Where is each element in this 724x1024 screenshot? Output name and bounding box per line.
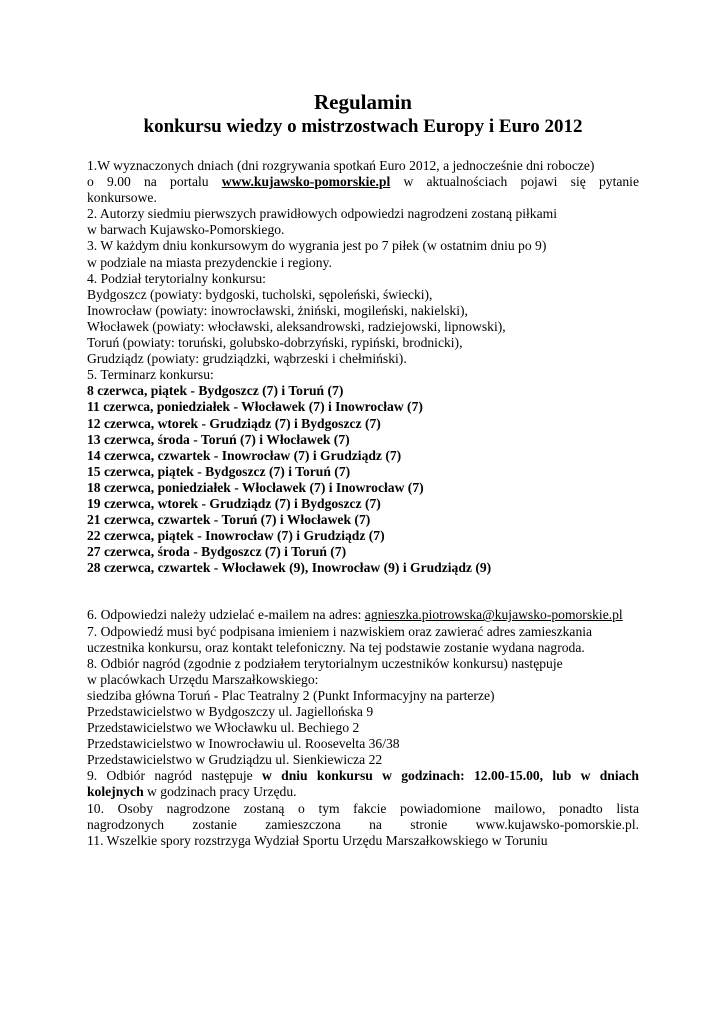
schedule-item: 18 czerwca, poniedziałek - Włocławek (7) i Inowrocław (7): [87, 479, 424, 495]
paragraph-9-text-a: 9. Odbiór nagród następuje: [87, 768, 263, 784]
paragraph-9-text-d: w godzinach pracy Urzędu.: [143, 784, 297, 800]
schedule-item: 21 czerwca, czwartek - Toruń (7) i Włocławek (7): [87, 512, 371, 528]
paragraph-6: [87, 607, 639, 623]
paragraph-10-line-1: 10. Osoby nagrodzone zostaną o tym fakcie powiadomione mailowo, ponadto lista: [87, 800, 639, 816]
paragraph-9: [87, 768, 639, 800]
schedule-list: [87, 383, 639, 576]
paragraph-3: [87, 238, 639, 270]
paragraph-10: [87, 801, 639, 833]
paragraph-9-line-1: [87, 768, 639, 784]
paragraph-8: [87, 656, 639, 769]
region-line: Inowrocław (powiaty: inowrocławski, żniński, mogileński, nakielski),: [87, 302, 468, 318]
paragraph-8-line-2: w placówkach Urzędu Marszałkowskiego:: [87, 671, 319, 687]
schedule-item: 8 czerwca, piątek - Bydgoszcz (7) i Toruń (7): [87, 383, 344, 399]
region-line: Bydgoszcz (powiaty: bydgoski, tucholski, sępoleński, świecki),: [87, 286, 433, 302]
paragraph-7-line-2: uczestnika konkursu, oraz kontakt telefoniczny. Na tej podstawie zostanie wydana nagroda.: [87, 639, 585, 655]
paragraph-11-line-1: 11. Wszelkie spory rozstrzyga Wydział Sportu Urzędu Marszałkowskiego w Toruniu: [87, 832, 548, 848]
paragraph-2-line-1: 2. Autorzy siedmiu pierwszych prawidłowych odpowiedzi nagrodzeni zostaną piłkami: [87, 206, 557, 222]
office-line: Przedstawicielstwo w Grudziądzu ul. Sienkiewicza 22: [87, 752, 383, 768]
paragraph-5: [87, 367, 639, 576]
paragraph-4: [87, 271, 639, 368]
paragraph-9-text-b: w dniu konkursu w godzinach: 12.00-15.00, lub w dniach: [262, 768, 639, 784]
office-line: Przedstawicielstwo we Włocławku ul. Bechiego 2: [87, 720, 360, 736]
paragraph-3-line-1: 3. W każdym dniu konkursowym do wygrania jest po 7 piłek (w ostatnim dniu po 9): [87, 238, 547, 254]
region-line: Włocławek (powiaty: włocławski, aleksandrowski, radziejowski, lipnowski),: [87, 318, 506, 334]
office-line: Przedstawicielstwo w Inowrocławiu ul. Roosevelta 36/38: [87, 736, 400, 752]
document-page: [87, 90, 639, 849]
document-subtitle: konkursu wiedzy o mistrzostwach Europy i Euro 2012: [143, 116, 583, 137]
paragraph-6-text: 6. Odpowiedzi należy udzielać e-mailem na adres:: [87, 607, 365, 623]
schedule-item: 22 czerwca, piątek - Inowrocław (7) i Grudziądz (7): [87, 528, 385, 544]
paragraph-2-line-2: w barwach Kujawsko-Pomorskiego.: [87, 222, 285, 238]
paragraph-1-text-b: w aktualnościach pojawi się pytanie: [390, 174, 639, 190]
paragraph-6-line-1: [87, 607, 639, 623]
schedule-item: 13 czerwca, środa - Toruń (7) i Włocławek (7): [87, 431, 350, 447]
paragraph-1-text-a: o 9.00 na portalu: [87, 174, 222, 190]
schedule-item: 15 czerwca, piątek - Bydgoszcz (7) i Toruń (7): [87, 463, 351, 479]
paragraph-gap: [87, 576, 639, 607]
portal-link[interactable]: www.kujawsko-pomorskie.pl: [221, 174, 391, 190]
paragraph-1-line-3: konkursowe.: [87, 190, 157, 206]
office-line: Przedstawicielstwo w Bydgoszczy ul. Jagiellońska 9: [87, 704, 374, 719]
schedule-item: 12 czerwca, wtorek - Grudziądz (7) i Bydgoszcz (7): [87, 415, 381, 431]
schedule-item: 27 czerwca, środa - Bydgoszcz (7) i Toruń (7): [87, 544, 347, 560]
document-title: Regulamin: [313, 90, 412, 114]
schedule-item: 11 czerwca, poniedziałek - Włocławek (7) i Inowrocław (7): [87, 399, 423, 415]
paragraph-9-line-2: [87, 784, 639, 800]
paragraph-10-line-2: nagrodzonych zostanie zamieszczona na stronie www.kujawsko-pomorskie.pl.: [87, 816, 639, 832]
schedule-item: 28 czerwca, czwartek - Włocławek (9), Inowrocław (9) i Grudziądz (9): [87, 560, 492, 576]
region-line: Toruń (powiaty: toruński, golubsko-dobrzyński, rypiński, brodnicki),: [87, 335, 463, 351]
schedule-heading: 5. Terminarz konkursu:: [87, 367, 214, 383]
paragraph-2: [87, 206, 639, 238]
schedule-item: 19 czerwca, wtorek - Grudziądz (7) i Bydgoszcz (7): [87, 495, 381, 511]
paragraph-1: [87, 158, 639, 206]
schedule-item: 14 czerwca, czwartek - Inowrocław (7) i Grudziądz (7): [87, 447, 402, 463]
paragraph-7-line-1: 7. Odpowiedź musi być podpisana imieniem i nazwiskiem oraz zawierać adres zamieszkania: [87, 623, 593, 639]
paragraph-1-line-2: [87, 174, 639, 190]
region-line: Grudziądz (powiaty: grudziądzki, wąbrzeski i chełmiński).: [87, 351, 407, 367]
paragraph-9-text-c: kolejnych: [87, 784, 144, 800]
paragraph-3-line-2: w podziale na miasta prezydenckie i regiony.: [87, 254, 332, 270]
paragraph-11: [87, 833, 639, 849]
paragraph-8-line-1: 8. Odbiór nagród (zgodnie z podziałem terytorialnym uczestników konkursu) następuje: [87, 655, 563, 671]
paragraph-1-line-1: 1.W wyznaczonych dniach (dni rozgrywania spotkań Euro 2012, a jednocześnie dni robocze): [87, 158, 595, 173]
paragraph-7: [87, 624, 639, 656]
regions-heading: 4. Podział terytorialny konkursu:: [87, 270, 266, 286]
office-line: siedziba główna Toruń - Plac Teatralny 2 (Punkt Informacyjny na parterze): [87, 687, 495, 703]
email-link[interactable]: agnieszka.piotrowska@kujawsko-pomorskie.pl: [364, 607, 623, 623]
